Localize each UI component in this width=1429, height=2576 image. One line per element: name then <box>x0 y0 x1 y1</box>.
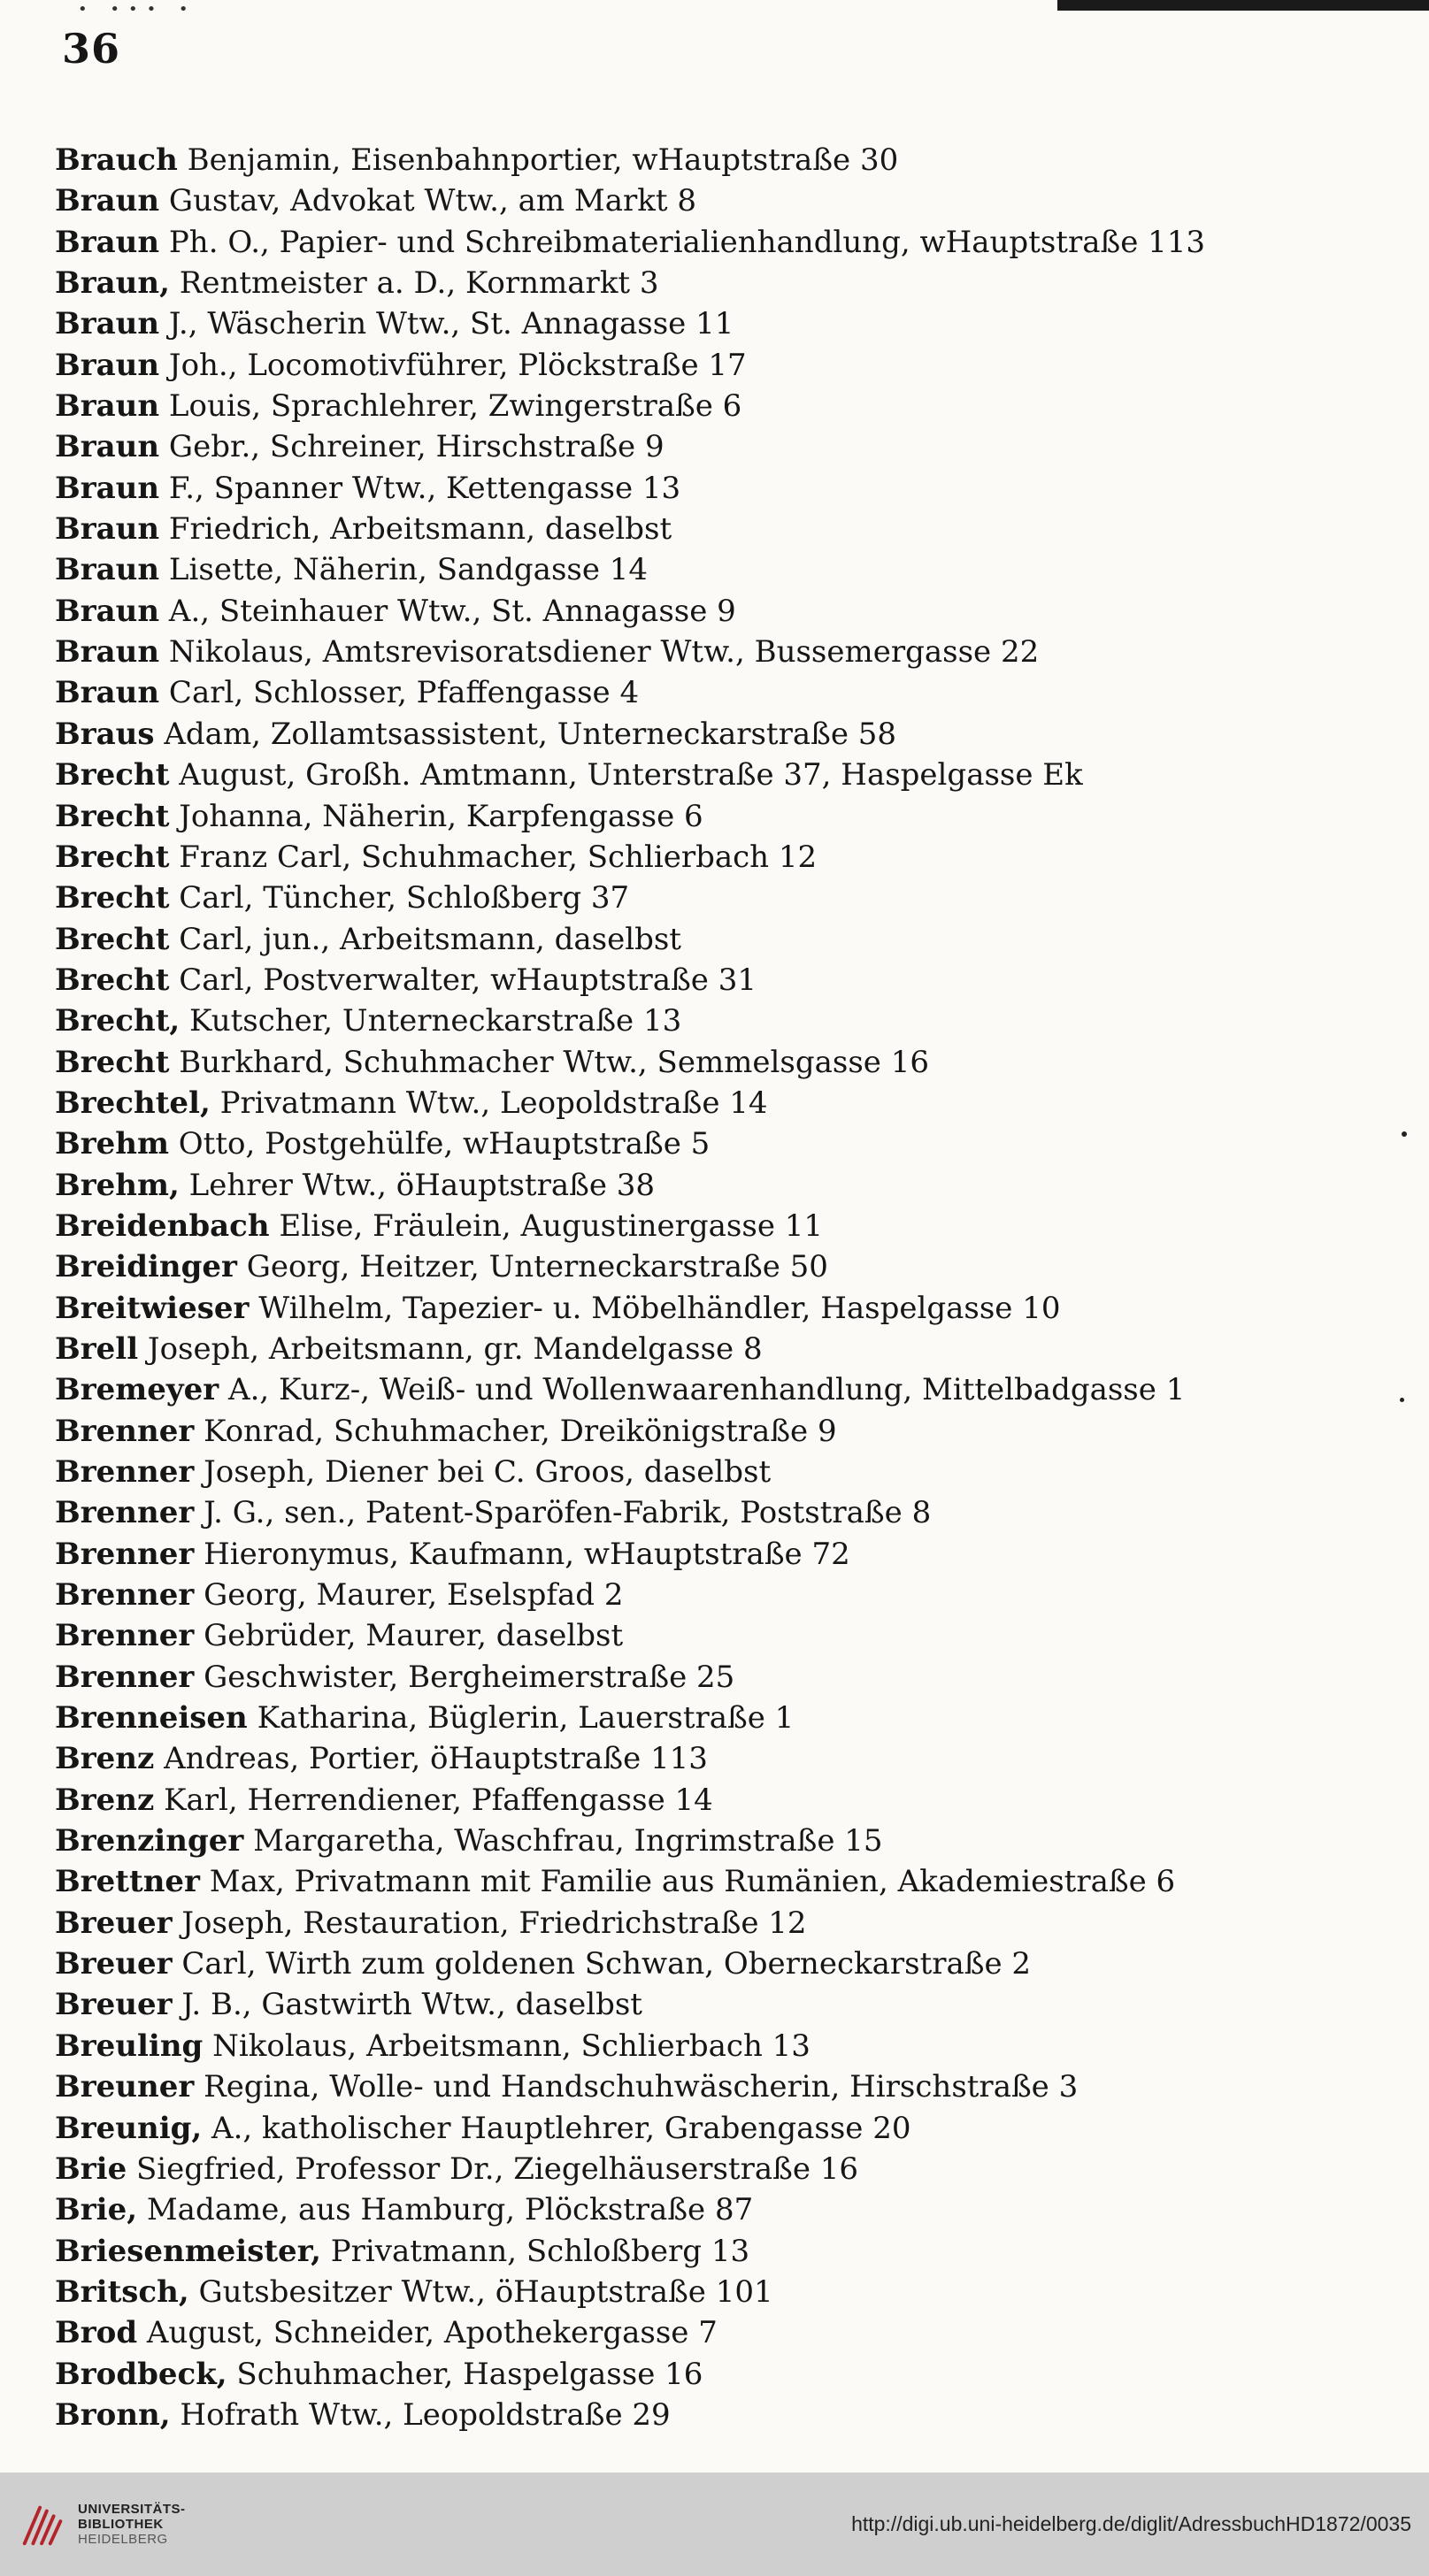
entry-details: Johanna, Näherin, Karpfengasse 6 <box>169 798 703 834</box>
entry-details: A., Steinhauer Wtw., St. Annagasse 9 <box>159 593 736 629</box>
entry-details: Georg, Heitzer, Unterneckarstraße 50 <box>236 1249 828 1285</box>
entry-surname: Bronn, <box>55 2396 171 2433</box>
directory-entry <box>55 1984 1409 2025</box>
entry-details: Lisette, Näherin, Sandgasse 14 <box>159 552 649 588</box>
entry-surname: Brenz <box>55 1741 155 1777</box>
entry-surname: Brenner <box>55 1577 195 1614</box>
entry-surname: Brehm, <box>55 1167 180 1203</box>
entry-surname: Brenner <box>55 1495 195 1531</box>
entry-details: Burkhard, Schuhmacher Wtw., Semmelsgasse 16 <box>169 1044 929 1080</box>
entry-details: Louis, Sprachlehrer, Zwingerstraße 6 <box>159 388 742 425</box>
entry-surname: Breuer <box>55 1905 173 1941</box>
entry-details: Adam, Zollamtsassistent, Unterneckarstraße 58 <box>154 716 897 752</box>
entry-surname: Braun <box>55 429 160 465</box>
entry-details: Ph. O., Papier- und Schreibmaterialienhandlung, wHauptstraße 113 <box>159 224 1206 260</box>
entry-details: Konrad, Schuhmacher, Dreikönigstraße 9 <box>194 1413 837 1449</box>
entry-surname: Brenner <box>55 1454 195 1490</box>
library-logo-icon <box>18 2499 69 2550</box>
entry-surname: Breuer <box>55 1946 173 1982</box>
entry-details: Hofrath Wtw., Leopoldstraße 29 <box>170 2396 671 2433</box>
directory-entry <box>55 263 1409 303</box>
entry-surname: Braun <box>55 552 160 588</box>
entry-surname: Brecht <box>55 798 170 834</box>
entry-details: August, Großh. Amtmann, Unterstraße 37, Haspelgasse Ek <box>169 757 1083 794</box>
entry-surname: Breuner <box>55 2069 195 2105</box>
directory-entry <box>55 345 1409 386</box>
library-logo[interactable] <box>18 2499 186 2550</box>
entry-details: Carl, Wirth zum goldenen Schwan, Oberneckarstraße 2 <box>172 1946 1032 1982</box>
entry-details: Karl, Herrendiener, Pfaffengasse 14 <box>154 1782 713 1818</box>
entry-details: Privatmann Wtw., Leopoldstraße 14 <box>210 1085 768 1121</box>
directory-entry <box>55 1534 1409 1575</box>
entry-surname: Braun <box>55 224 160 260</box>
entry-surname: Braun <box>55 347 160 383</box>
directory-entry <box>55 1288 1409 1329</box>
entry-surname: Brecht <box>55 839 170 875</box>
page-top-marks: • ••• • <box>78 0 197 19</box>
entry-surname: Brenzinger <box>55 1823 244 1859</box>
entry-surname: Breuling <box>55 2028 204 2064</box>
directory-entry <box>55 919 1409 960</box>
directory-entries <box>55 140 1409 2435</box>
directory-entry <box>55 2312 1409 2353</box>
entry-surname: Brecht, <box>55 1003 181 1039</box>
entry-details: Carl, Tüncher, Schloßberg 37 <box>169 880 630 916</box>
entry-surname: Brodbeck, <box>55 2356 227 2392</box>
entry-surname: Britsch, <box>55 2273 189 2310</box>
entry-surname: Braun, <box>55 265 170 302</box>
entry-surname: Braun <box>55 388 160 425</box>
directory-entry <box>55 755 1409 795</box>
directory-entry <box>55 2026 1409 2066</box>
entry-surname: Brenneisen <box>55 1700 248 1736</box>
entry-surname: Braun <box>55 511 160 548</box>
directory-entry <box>55 1123 1409 1164</box>
entry-details: Andreas, Portier, öHauptstraße 113 <box>154 1741 708 1777</box>
entry-details: A., Kurz-, Weiß- und Wollenwaarenhandlung, Mittelbadgasse 1 <box>219 1372 1186 1408</box>
directory-entry <box>55 1329 1409 1369</box>
directory-entry <box>55 1246 1409 1287</box>
entry-details: Joseph, Restauration, Friedrichstraße 12 <box>172 1905 807 1941</box>
page-number: 36 <box>62 25 121 73</box>
entry-surname: Braun <box>55 634 160 671</box>
directory-entry <box>55 1903 1409 1944</box>
source-url-link[interactable]: http://digi.ub.uni-heidelberg.de/diglit/AdressbuchHD1872/0035 <box>851 2512 1411 2535</box>
directory-entry <box>55 1821 1409 1861</box>
entry-surname: Braun <box>55 470 160 506</box>
entry-details: Madame, aus Hamburg, Plöckstraße 87 <box>137 2192 754 2228</box>
directory-entry <box>55 222 1409 263</box>
entry-details: Privatmann, Schloßberg 13 <box>320 2233 750 2269</box>
directory-entry <box>55 1780 1409 1821</box>
directory-entry <box>55 468 1409 509</box>
entry-details: Gebr., Schreiner, Hirschstraße 9 <box>159 429 665 465</box>
entry-details: Geschwister, Bergheimerstraße 25 <box>194 1659 735 1695</box>
directory-entry <box>55 632 1409 672</box>
directory-entry <box>55 509 1409 549</box>
entry-surname: Breidinger <box>55 1249 237 1285</box>
directory-entry <box>55 714 1409 755</box>
directory-entry <box>55 672 1409 713</box>
entry-details: Siegfried, Professor Dr., Ziegelhäuserstraße 16 <box>127 2150 859 2187</box>
entry-surname: Brell <box>55 1330 139 1367</box>
directory-entry <box>55 1575 1409 1615</box>
entry-details: Joh., Locomotivführer, Plöckstraße 17 <box>159 347 747 383</box>
directory-entry <box>55 2149 1409 2189</box>
entry-details: A., katholischer Hauptlehrer, Grabengasse 20 <box>202 2110 911 2146</box>
directory-entry <box>55 1000 1409 1041</box>
entry-details: F., Spanner Wtw., Kettengasse 13 <box>159 470 681 506</box>
directory-entry <box>55 1165 1409 1206</box>
directory-entry <box>55 1861 1409 1902</box>
entry-surname: Braus <box>55 716 155 752</box>
entry-surname: Breitwieser <box>55 1290 250 1326</box>
page-top-rule <box>1057 0 1429 11</box>
directory-entry <box>55 180 1409 221</box>
directory-entry <box>55 1042 1409 1083</box>
directory-entry <box>55 878 1409 918</box>
directory-entry <box>55 837 1409 878</box>
entry-details: Georg, Maurer, Eselspfad 2 <box>194 1577 624 1614</box>
entry-details: Carl, Schlosser, Pfaffengasse 4 <box>159 675 640 711</box>
entry-details: J. G., sen., Patent-Sparöfen-Fabrik, Poststraße 8 <box>194 1495 932 1531</box>
entry-surname: Brie <box>55 2150 127 2187</box>
directory-entry <box>55 1944 1409 1984</box>
entry-surname: Brenz <box>55 1782 155 1818</box>
entry-surname: Brecht <box>55 962 170 998</box>
directory-entry <box>55 1615 1409 1656</box>
directory-entry <box>55 2272 1409 2312</box>
directory-entry <box>55 2189 1409 2230</box>
entry-details: J. B., Gastwirth Wtw., daselbst <box>172 1987 642 2023</box>
directory-entry <box>55 2066 1409 2107</box>
entry-details: Kutscher, Unterneckarstraße 13 <box>180 1003 682 1039</box>
entry-details: Joseph, Diener bei C. Groos, daselbst <box>194 1454 772 1490</box>
directory-entry <box>55 1369 1409 1410</box>
entry-surname: Brenner <box>55 1659 195 1695</box>
entry-surname: Breunig, <box>55 2110 203 2146</box>
entry-surname: Breidenbach <box>55 1208 270 1244</box>
entry-details: Joseph, Arbeitsmann, gr. Mandelgasse 8 <box>138 1330 763 1367</box>
entry-details: Rentmeister a. D., Kornmarkt 3 <box>169 265 659 302</box>
entry-surname: Brie, <box>55 2192 138 2228</box>
entry-details: Lehrer Wtw., öHauptstraße 38 <box>179 1167 656 1203</box>
directory-entry <box>55 2395 1409 2435</box>
entry-surname: Braun <box>55 675 160 711</box>
entry-surname: Brecht <box>55 757 170 794</box>
entry-details: Elise, Fräulein, Augustinergasse 11 <box>269 1208 824 1244</box>
directory-entry <box>55 303 1409 344</box>
entry-details: Hieronymus, Kaufmann, wHauptstraße 72 <box>194 1536 850 1572</box>
entry-details: Gutsbesitzer Wtw., öHauptstraße 101 <box>188 2273 773 2310</box>
logo-line-3: HEIDELBERG <box>78 2532 168 2547</box>
entry-surname: Brettner <box>55 1864 200 1900</box>
entry-surname: Brehm <box>55 1126 169 1162</box>
directory-entry <box>55 1411 1409 1452</box>
scan-speck <box>1402 1131 1407 1137</box>
entry-surname: Brenner <box>55 1413 195 1449</box>
directory-entry <box>55 1452 1409 1492</box>
directory-entry <box>55 2108 1409 2149</box>
entry-details: Margaretha, Waschfrau, Ingrimstraße 15 <box>243 1823 883 1859</box>
entry-surname: Braun <box>55 183 160 219</box>
entry-details: Regina, Wolle- und Handschuhwäscherin, Hirschstraße 3 <box>194 2069 1079 2105</box>
entry-details: Gustav, Advokat Wtw., am Markt 8 <box>159 183 696 219</box>
directory-entry <box>55 386 1409 426</box>
entry-details: Carl, Postverwalter, wHauptstraße 31 <box>169 962 757 998</box>
entry-surname: Brecht <box>55 921 170 957</box>
directory-entry <box>55 1657 1409 1698</box>
entry-details: Benjamin, Eisenbahnportier, wHauptstraße 30 <box>177 142 899 178</box>
entry-surname: Brecht <box>55 880 170 916</box>
entry-surname: Brenner <box>55 1536 195 1572</box>
entry-details: Friedrich, Arbeitsmann, daselbst <box>159 511 672 548</box>
directory-entry <box>55 796 1409 837</box>
entry-details: J., Wäscherin Wtw., St. Annagasse 11 <box>159 306 734 342</box>
directory-entry <box>55 1206 1409 1246</box>
entry-details: Otto, Postgehülfe, wHauptstraße 5 <box>168 1126 711 1162</box>
directory-entry <box>55 1492 1409 1533</box>
entry-surname: Brechtel, <box>55 1085 211 1121</box>
entry-surname: Brauch <box>55 142 178 178</box>
directory-entry <box>55 1083 1409 1123</box>
entry-surname: Brod <box>55 2315 138 2351</box>
directory-entry <box>55 140 1409 180</box>
directory-entry <box>55 1698 1409 1738</box>
directory-entry <box>55 2231 1409 2272</box>
entry-surname: Breuer <box>55 1987 173 2023</box>
entry-details: August, Schneider, Apothekergasse 7 <box>137 2315 718 2351</box>
entry-surname: Briesenmeister, <box>55 2233 321 2269</box>
logo-line-2: BIBLIOTHEK <box>78 2517 164 2532</box>
entry-surname: Braun <box>55 306 160 342</box>
entry-surname: Brecht <box>55 1044 170 1080</box>
directory-entry <box>55 591 1409 632</box>
entry-details: Nikolaus, Amtsrevisoratsdiener Wtw., Bussemergasse 22 <box>159 634 1040 671</box>
logo-line-1: UNIVERSITÄTS- <box>78 2502 186 2517</box>
entry-details: Wilhelm, Tapezier- u. Möbelhändler, Haspelgasse 10 <box>249 1290 1061 1326</box>
entry-details: Nikolaus, Arbeitsmann, Schlierbach 13 <box>203 2028 811 2064</box>
directory-entry <box>55 426 1409 467</box>
entry-details: Schuhmacher, Haspelgasse 16 <box>227 2356 703 2392</box>
library-logo-text <box>78 2502 186 2547</box>
entry-details: Gebrüder, Maurer, daselbst <box>194 1618 624 1654</box>
entry-details: Max, Privatmann mit Familie aus Rumänien, Akademiestraße 6 <box>199 1864 1176 1900</box>
entry-surname: Bremeyer <box>55 1372 219 1408</box>
entry-details: Franz Carl, Schuhmacher, Schlierbach 12 <box>169 839 818 875</box>
directory-entry <box>55 2354 1409 2395</box>
entry-details: Carl, jun., Arbeitsmann, daselbst <box>169 921 681 957</box>
entry-surname: Brenner <box>55 1618 195 1654</box>
directory-entry <box>55 1738 1409 1779</box>
entry-details: Katharina, Büglerin, Lauerstraße 1 <box>247 1700 795 1736</box>
scan-speck <box>1400 1398 1404 1402</box>
directory-entry <box>55 960 1409 1000</box>
entry-surname: Braun <box>55 593 160 629</box>
directory-entry <box>55 549 1409 590</box>
viewer-footer <box>0 2472 1429 2576</box>
